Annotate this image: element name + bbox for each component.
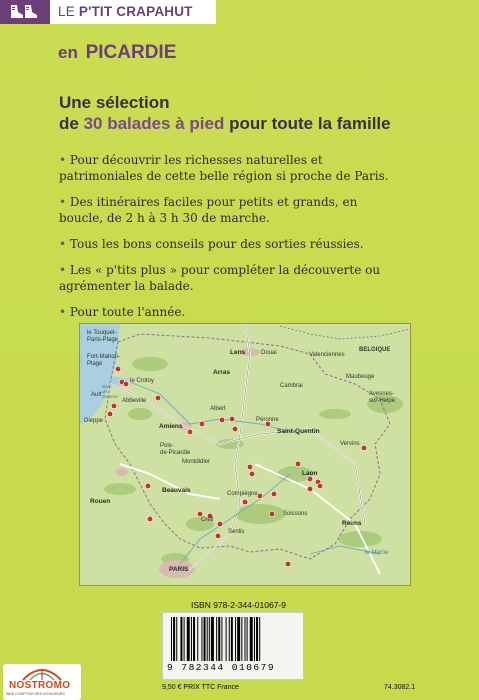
map-label-fort-mahon: Fort-Mahon- Plage	[87, 354, 121, 367]
product-code: 74.3082.1	[384, 684, 416, 691]
map-graphic	[80, 324, 410, 585]
list-item-text: Tous les bons conseils pour des sorties réussies.	[69, 237, 364, 251]
region-title	[58, 42, 176, 64]
list-item	[59, 236, 389, 252]
seller-tagline: WEB COMPTOIR DES VOYAGEURS	[6, 692, 65, 696]
map-label-abbeville: Abbeville	[122, 398, 147, 404]
map-label-ault: Ault	[91, 392, 102, 398]
map-label-arras: Arras	[213, 369, 230, 376]
region-prefix: en	[58, 43, 78, 62]
bullet-dot-icon: •	[59, 263, 70, 277]
bullet-dot-icon: •	[59, 153, 70, 167]
headline	[59, 92, 459, 134]
list-item-text: Les « p'tits plus » pour compléter la découverte ou agrémenter la balade.	[59, 263, 381, 293]
barcode	[162, 612, 304, 680]
barcode-bars	[171, 617, 295, 663]
seller-stamp	[3, 664, 81, 700]
seller-name: NOSTROMO	[9, 680, 71, 691]
map-label-beauvais: Beauvais	[162, 487, 191, 494]
map-label-rouen: Rouen	[90, 498, 111, 505]
map-label-senlis: Senlis	[228, 529, 245, 535]
map-label-montdidier: Montdidier	[182, 459, 211, 465]
map-label-creil: Creil	[201, 517, 214, 523]
map-label-saint-quentin: Saint-Quentin	[277, 428, 320, 435]
headline-pre: de	[59, 114, 84, 133]
region-map	[79, 323, 411, 586]
barcode-digits: 9 782344 010679	[167, 662, 276, 673]
price-text: 9,50 € PRIX TTC France	[162, 684, 239, 691]
bullet-dot-icon: •	[59, 237, 70, 251]
map-label-belgique: BELGIQUE	[359, 347, 391, 353]
map-label-amiens: Amiens	[159, 423, 183, 430]
map-label-avesnes: Avesnes- sur-Helpe	[369, 391, 396, 404]
region-name: PICARDIE	[85, 42, 177, 63]
series-name: P'TIT CRAPAHUT	[78, 4, 193, 19]
list-item	[59, 262, 389, 294]
map-label-paris: PARIS	[169, 566, 189, 573]
map-label-douai: Douai	[261, 350, 277, 356]
series-title	[58, 4, 193, 19]
map-label-cambrai: Cambrai	[280, 383, 303, 389]
bullet-dot-icon: •	[59, 195, 70, 209]
headline-post: pour toute la famille	[224, 114, 391, 133]
isbn-text: ISBN 978-2-344-01067-9	[191, 600, 286, 610]
list-item	[59, 152, 389, 184]
map-label-dieppe: Dieppe	[84, 418, 104, 424]
feature-list	[59, 152, 389, 330]
map-label-maubeuge: Maubeuge	[346, 374, 375, 380]
map-label-poix: Poix- de-Picardie	[160, 443, 191, 456]
map-label-albert: Albert	[210, 406, 226, 412]
list-item-text: Pour découvrir les richesses naturelles et patrimoniales de cette belle région si proche de Paris.	[59, 153, 389, 183]
hiking-boots-logo	[0, 0, 50, 24]
headline-line1: Une sélection	[59, 93, 170, 112]
map-label-reims: Reims	[342, 520, 362, 527]
list-item-text: Pour toute l'année.	[69, 305, 186, 319]
map-label-soissons: Soissons	[283, 511, 308, 517]
headline-accent: 30 balades à pied	[83, 114, 225, 133]
series-prefix: LE	[58, 4, 79, 19]
map-label-vervins: Vervins	[340, 441, 360, 447]
map-label-le-crotoy: le Crotoy	[130, 378, 155, 384]
map-label-lens: Lens	[230, 349, 246, 356]
list-item	[59, 304, 389, 320]
brand-strip	[0, 0, 216, 24]
map-label-la-marne: la Marne	[365, 550, 389, 556]
map-label-valenciennes: Valenciennes	[309, 352, 345, 358]
list-item-text: Des itinéraires faciles pour petits et grands, en boucle, de 2 h à 3 h 30 de marche.	[59, 195, 358, 225]
map-label-baie-de-somme: Baie de Somme	[102, 384, 118, 399]
map-label-laon: Laon	[302, 470, 318, 477]
map-label-compiegne: Compiègne	[227, 491, 258, 497]
map-label-le-touquet: le Touquet- Paris-Plage	[87, 330, 119, 343]
list-item	[59, 194, 389, 226]
headline-line2	[59, 113, 459, 134]
bullet-dot-icon: •	[59, 305, 70, 319]
map-label-peronne: Péronne	[256, 417, 279, 423]
